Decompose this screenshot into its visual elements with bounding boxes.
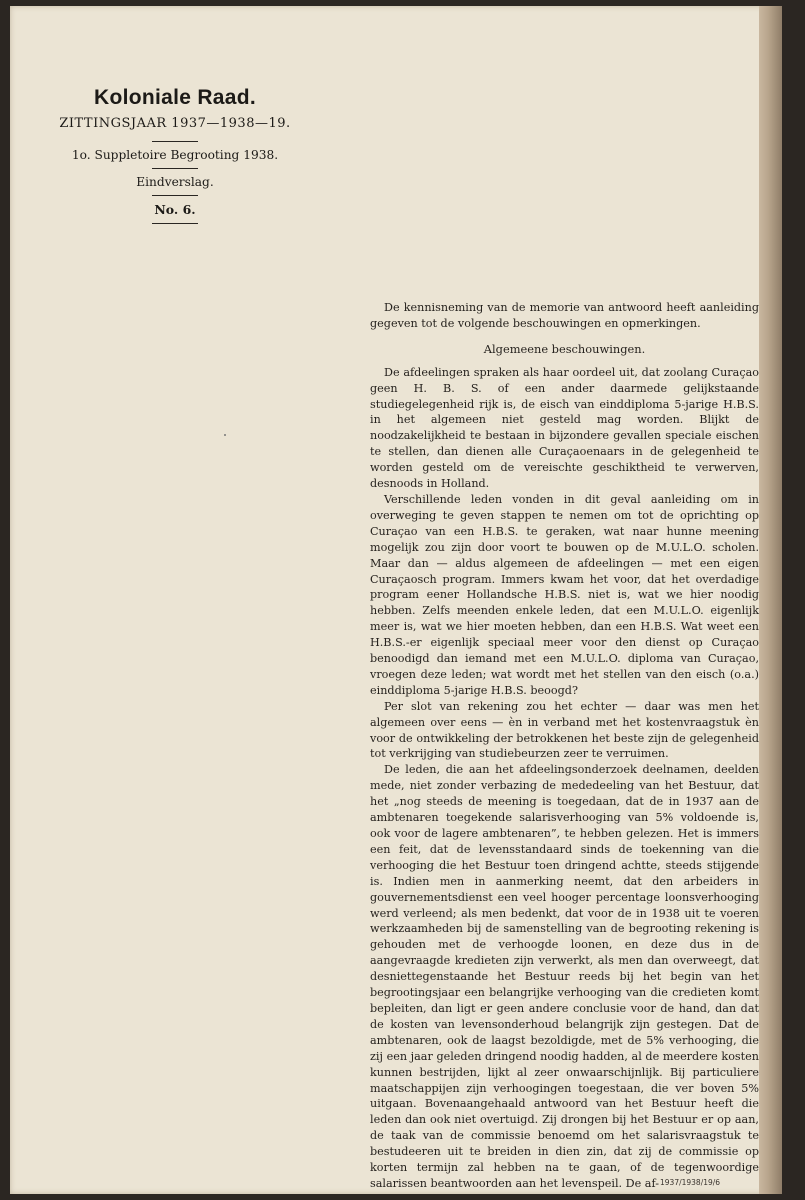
section-heading: Algemeene beschouwingen.: [483, 341, 646, 356]
document-code: 1937/1938/19/6: [660, 1178, 721, 1187]
document-header: [10, 86, 340, 228]
divider: [152, 223, 198, 224]
book-spine: [759, 6, 782, 1194]
body-paragraph: De afdeelingen spraken als haar oordeel uit, dat zoolang Curaçao geen H. B. S. of een ander daarmede gelijkstaande studiegelegenheid rijk is, de eisch van einddiploma 5-jarige H.B.S. in het algemeen niet gesteld mag worden. Blijkt de noodzakelijkheid te bestaan in bijzondere gevallen speciale eischen te stellen, dan dienen alle Curaçaoenaars in de gelegenheid te worden gesteld om de vereischte geschiktheid te verwerven, desnoods in Holland.: [370, 365, 759, 491]
document-page: [10, 6, 782, 1194]
body-paragraph: Verschillende leden vonden in dit geval aanleiding om in overweging te geven stappen te nemen om tot de oprichting op Curaçao van een H.B.S. te geraken, wat naar hunne meening mogelijk zou zijn door voort te bouwen op de M.U.L.O. scholen. Maar dan — aldus algemeen de afdeelingen — met een eigen Curaçaosch program. Immers kwam het voor, dat het overdadige program eener Hollandsche H.B.S. niet is, wat we hier noodig hebben. Zelfs meenden enkele leden, dat een M.U.L.O. eigenlijk meer is, wat we hier moeten hebben, dan een H.B.S. Wat weet een H.B.S.-er eigenlijk speciaal meer voor den dienst op Curaçao benoodigd dan iemand met een M.U.L.O. diploma van Curaçao, vroegen deze leden; wat wordt met het stellen van den eisch (o.a.) einddiploma 5-jarige H.B.S. beoogd?: [370, 492, 759, 697]
session-year: ZITTINGSJAAR 1937—1938—19.: [59, 116, 291, 131]
council-title: Koloniale Raad.: [93, 86, 257, 109]
budget-subject: 1o. Suppletoire Begrooting 1938.: [71, 148, 279, 162]
divider: [152, 168, 198, 169]
body-paragraph: De leden, die aan het afdeelingsonderzoek deelnamen, deelden mede, niet zonder verbazing de mededeeling van het Bestuur, dat het „nog steeds de meening is toegedaan, dat de in 1937 aan de ambtenaren toegekende salarisverhooging van 5% voldoende is, ook voor de lagere ambtenaren”, te hebben gelezen. Het is immers een feit, dat de levensstandaard sinds de toekenning van die verhooging die het Bestuur toen dringend achtte, steeds stijgende is. Indien men in aanmerking neemt, dat den arbeiders in gouvernementsdienst een veel hooger percentage loonsverhooging werd verleend; als men bedenkt, dat voor de in 1938 uit te voeren werkzaamheden bij de samenstelling van de begrooting rekening is gehouden met de verhoogde loonen, en deze dus in de aangevraagde kredieten zijn verwerkt, als men dan overweegt, dat desniettegenstaande het Bestuur reeds bij het begin van het begrootingsjaar een belangrijke verhooging van die credieten komt bepleiten, dan ligt er geen andere conclusie voor de hand, dan dat de kosten van levensonderhoud belangrijk zijn gestegen. Dat de ambtenaren, ook de laagst bezoldigde, met de 5% verhooging, die zij een jaar geleden dringend noodig hadden, al de meerdere kosten kunnen bestrijden, lijkt al zeer onwaarschijnlijk. Bij particuliere maatschappijen zijn verhoogingen toegestaan, die ver boven 5% uitgaan. Bovenaangehaald antwoord van het Bestuur heeft die leden dan ook niet overtuigd. Zij drongen bij het Bestuur er op aan, de taak van de commissie benoemd om het salarisvraagstuk te bestudeeren uit te breiden in dien zin, dat zij de commissie op korten termijn zal hebben na te gaan, of de tegenwoordige salarissen beantwoorden aan het levenspeil. De af-: [370, 763, 759, 1190]
intro-paragraph: De kennisneming van de memorie van antwoord heeft aanleiding gegeven tot de volgende beschouwingen en opmerkingen.: [370, 301, 759, 330]
body-paragraph: Per slot van rekening zou het echter — daar was men het algemeen over eens — èn in verband met het kostenvraagstuk èn voor de ontwikkeling der betrokkenen het beste zijn de gelegenheid tot verkrijging van studiebeurzen zeer te verruimen.: [370, 699, 759, 761]
divider: [152, 195, 198, 196]
report-body: [370, 300, 759, 1192]
page-speck: [224, 434, 226, 436]
document-number: No. 6.: [154, 202, 196, 217]
divider: [152, 141, 198, 142]
report-type: Eindverslag.: [136, 175, 214, 189]
